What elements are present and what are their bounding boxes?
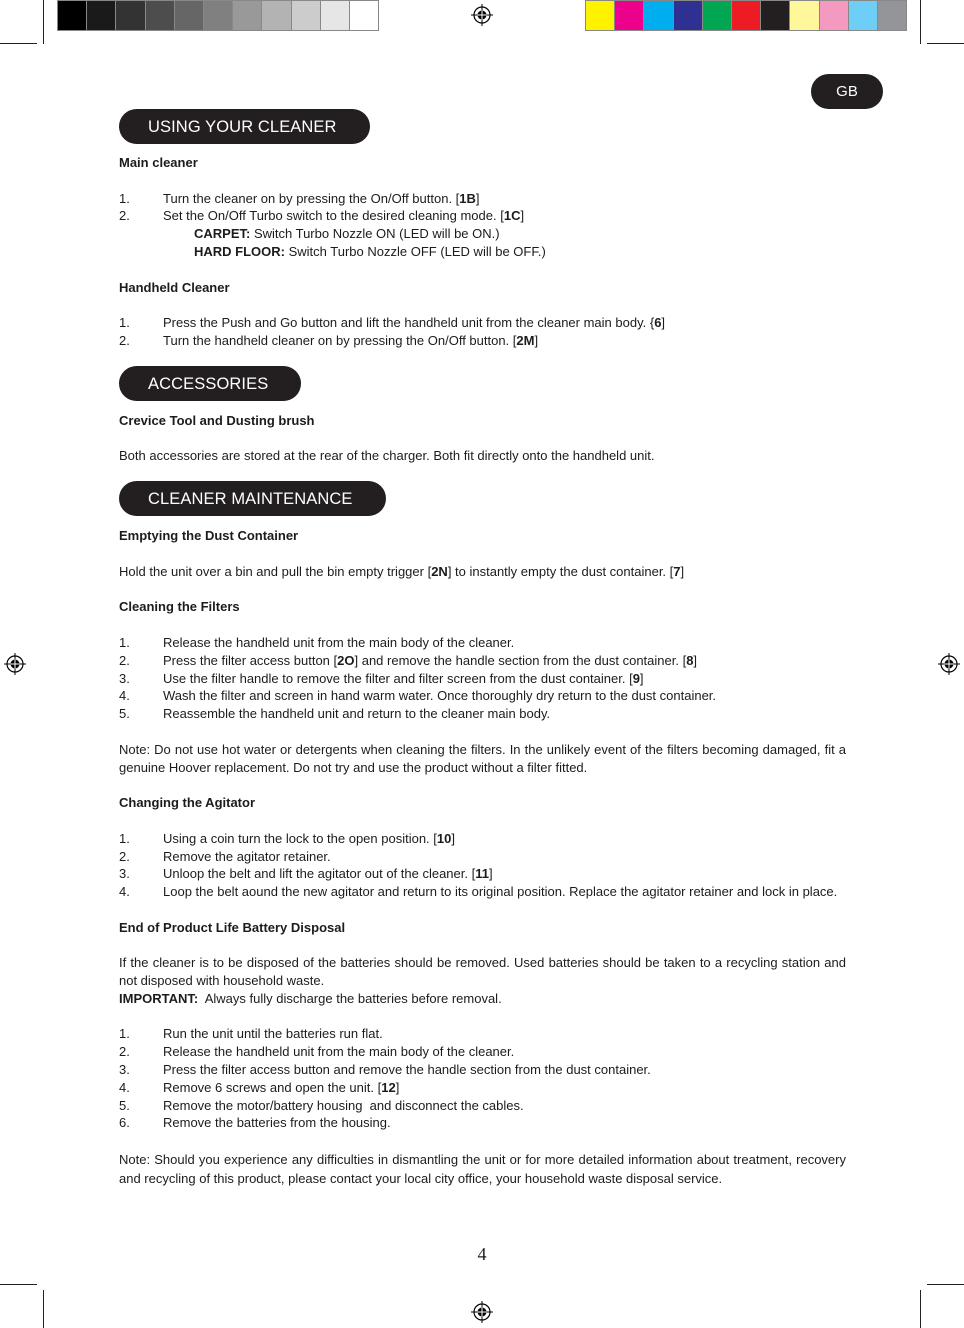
list-item	[119, 670, 846, 688]
list-number: 2.	[119, 848, 130, 864]
list-text: Release the handheld unit from the main body of the cleaner.	[163, 1044, 515, 1060]
list-item	[119, 652, 846, 670]
list-number: 2.	[119, 208, 130, 224]
list-text: Unloop the belt and lift the agitator out of the cleaner. [11]	[163, 866, 493, 882]
gray-swatch	[87, 1, 116, 30]
subheading-changing-agitator: Changing the Agitator	[119, 795, 256, 811]
list-number: 1.	[119, 830, 130, 846]
list-number: 2.	[119, 332, 130, 348]
filters-note: Note: Do not use hot water or detergents when cleaning the filters. In the unlikely event of the filters becoming damaged, fit a genuine Hoover replacement. Do not try and use the product without a filter fitted.	[119, 741, 846, 775]
color-swatch	[615, 1, 644, 30]
gray-swatch	[204, 1, 233, 30]
list-item	[119, 830, 846, 848]
gray-swatch	[58, 1, 87, 30]
registration-mark-icon	[4, 653, 26, 675]
list-text: Turn the cleaner on by pressing the On/Off button. [1B]	[163, 190, 480, 206]
list-number: 3.	[119, 866, 130, 882]
list-text: Press the filter access button and remove the handle section from the dust container.	[163, 1062, 651, 1078]
filters-steps	[119, 634, 846, 723]
list-number: 1.	[119, 315, 130, 331]
list-item	[119, 332, 846, 350]
main-cleaner-steps	[119, 190, 846, 226]
list-item	[119, 634, 846, 652]
crop-mark	[920, 1290, 921, 1328]
list-text: Run the unit until the batteries run flat.	[163, 1026, 383, 1042]
crop-mark	[43, 0, 44, 44]
list-text: Wash the filter and screen in hand warm water. Once thoroughly dry return to the dust container.	[163, 688, 717, 704]
list-item	[119, 1097, 846, 1115]
list-number: 4.	[119, 884, 130, 900]
list-text: Release the handheld unit from the main body of the cleaner.	[163, 634, 515, 650]
list-text: Remove the motor/battery housing and disconnect the cables.	[163, 1097, 524, 1113]
process-color-bar	[585, 0, 907, 31]
list-item	[119, 1079, 846, 1097]
list-number: 6.	[119, 1115, 130, 1131]
list-text: Remove 6 screws and open the unit. [12]	[163, 1079, 400, 1095]
subheading-crevice-tool: Crevice Tool and Dusting brush	[119, 412, 315, 428]
crop-mark	[920, 0, 921, 44]
gray-swatch	[116, 1, 145, 30]
list-item	[119, 883, 846, 901]
list-number: 1.	[119, 634, 130, 650]
registration-mark-icon	[471, 4, 493, 26]
list-item	[119, 848, 846, 866]
list-text: Remove the agitator retainer.	[163, 848, 331, 864]
section-title-accessories: ACCESSORIES	[119, 366, 301, 401]
list-item	[119, 687, 846, 705]
crop-mark	[0, 43, 37, 44]
color-swatch	[820, 1, 849, 30]
color-swatch	[703, 1, 732, 30]
mode-hard-floor: HARD FLOOR: Switch Turbo Nozzle OFF (LED will be OFF.)	[194, 243, 546, 259]
list-text: Use the filter handle to remove the filter and filter screen from the dust container. [9]	[163, 670, 644, 686]
list-text: Press the Push and Go button and lift the handheld unit from the cleaner main body. {6]	[163, 315, 666, 331]
list-item	[119, 1061, 846, 1079]
subheading-main-cleaner: Main cleaner	[119, 155, 198, 170]
list-number: 3.	[119, 670, 130, 686]
gray-swatch	[321, 1, 350, 30]
crop-mark	[927, 43, 964, 44]
agitator-steps	[119, 830, 846, 901]
crop-mark	[0, 1284, 37, 1285]
color-swatch	[732, 1, 761, 30]
section-title-using: USING YOUR CLEANER	[119, 109, 370, 144]
subheading-handheld: Handheld Cleaner	[119, 279, 230, 295]
registration-mark-icon	[938, 653, 960, 675]
gray-swatch	[175, 1, 204, 30]
list-number: 5.	[119, 1097, 130, 1113]
list-item	[119, 1114, 846, 1132]
list-item	[119, 1025, 846, 1043]
gray-swatch	[350, 1, 378, 30]
list-text: Set the On/Off Turbo switch to the desired cleaning mode. [1C]	[163, 208, 525, 224]
registration-mark-icon	[471, 1301, 493, 1323]
section-title-maintenance: CLEANER MAINTENANCE	[119, 481, 386, 516]
list-number: 3.	[119, 1062, 130, 1078]
list-item	[119, 1043, 846, 1061]
color-swatch	[849, 1, 878, 30]
list-number: 2.	[119, 1044, 130, 1060]
list-item	[119, 865, 846, 883]
battery-disposal-text: If the cleaner is to be disposed of the batteries should be removed. Used batteries should be taken to a recycling station and not disposed with household waste.	[119, 955, 846, 989]
list-text: Turn the handheld cleaner on by pressing the On/Off button. [2M]	[163, 332, 539, 348]
important-notice: IMPORTANT: Always fully discharge the batteries before removal.	[119, 990, 502, 1006]
color-swatch	[674, 1, 703, 30]
crop-mark	[43, 1290, 44, 1328]
subheading-cleaning-filters: Cleaning the Filters	[119, 599, 240, 615]
list-text: Reassemble the handheld unit and return to the cleaner main body.	[163, 706, 551, 722]
gray-swatch	[292, 1, 321, 30]
list-item	[119, 190, 846, 208]
list-item	[119, 705, 846, 723]
list-text: Using a coin turn the lock to the open position. [10]	[163, 830, 455, 846]
disposal-note: Note: Should you experience any difficulties in dismantling the unit or for more detailed information about treatment, recovery and recycling of this product, please contact your local city office, your household waste disposal service.	[119, 1152, 846, 1187]
subheading-battery-disposal: End of Product Life Battery Disposal	[119, 919, 346, 935]
gray-color-bar	[57, 0, 379, 31]
list-text: Press the filter access button [2O] and remove the handle section from the dust container. [8]	[163, 652, 698, 668]
mode-carpet: CARPET: Switch Turbo Nozzle ON (LED will be ON.)	[194, 226, 500, 242]
color-swatch	[644, 1, 673, 30]
color-swatch	[790, 1, 819, 30]
gray-swatch	[262, 1, 291, 30]
color-swatch	[761, 1, 790, 30]
list-number: 5.	[119, 706, 130, 722]
list-number: 1.	[119, 190, 130, 206]
battery-steps	[119, 1025, 846, 1132]
list-text: Remove the batteries from the housing.	[163, 1115, 391, 1131]
list-number: 4.	[119, 1079, 130, 1095]
crop-mark	[927, 1284, 964, 1285]
color-swatch	[586, 1, 615, 30]
list-text: Loop the belt aound the new agitator and return to its original position. Replace the agitator retainer and lock in place.	[163, 884, 838, 900]
color-swatch	[878, 1, 906, 30]
list-number: 1.	[119, 1026, 130, 1042]
manual-page-content	[119, 109, 846, 1188]
list-item	[119, 207, 846, 225]
list-number: 2.	[119, 652, 130, 668]
handheld-steps	[119, 314, 846, 350]
subheading-dust-container: Emptying the Dust Container	[119, 528, 299, 544]
list-number: 4.	[119, 688, 130, 704]
accessories-text: Both accessories are stored at the rear of the charger. Both fit directly onto the handheld unit.	[119, 448, 655, 464]
list-item	[119, 314, 846, 332]
gray-swatch	[233, 1, 262, 30]
dust-container-text: Hold the unit over a bin and pull the bin empty trigger [2N] to instantly empty the dust container. [7]	[119, 563, 685, 579]
page-number: 4	[477, 1244, 487, 1264]
language-badge: GB	[811, 74, 883, 109]
gray-swatch	[146, 1, 175, 30]
